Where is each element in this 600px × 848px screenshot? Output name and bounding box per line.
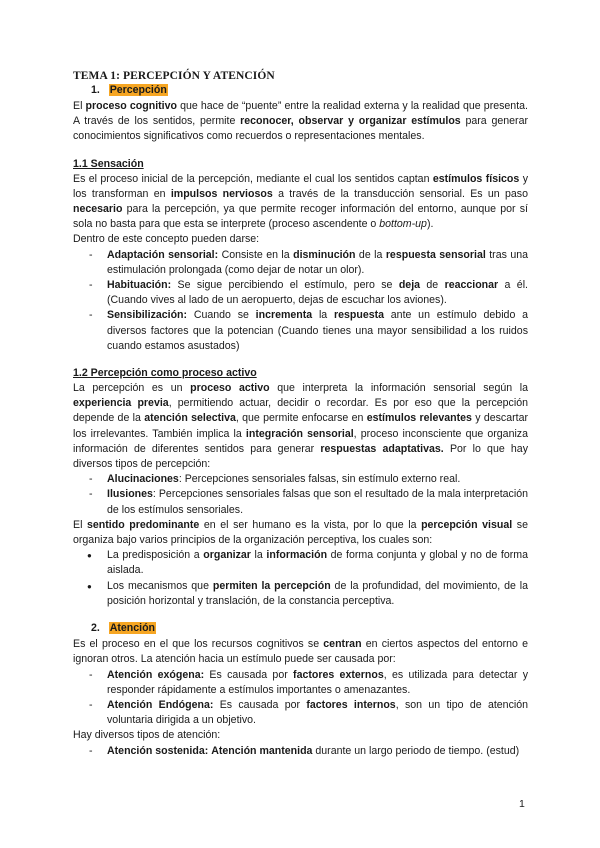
- text-run: , permitiendo actuar, decidir o recordar. Es por eso que la percepción depende de la: [73, 397, 528, 425]
- sensacion-paragraph: [73, 172, 528, 233]
- text-run: : Percepciones sensoriales falsas, sin estímulo externo real.: [178, 473, 461, 486]
- sentido-paragraph: [73, 518, 528, 548]
- text-run: respuesta: [333, 309, 385, 322]
- section-2-heading: [91, 621, 528, 635]
- text-run: , que permite enfocarse en: [235, 412, 367, 425]
- sensacion-list: [73, 248, 528, 354]
- text-run: Atención exógena:: [107, 668, 205, 681]
- text-run: respuesta sensorial: [385, 248, 486, 261]
- list-item: [73, 487, 528, 517]
- text-run: disminución: [293, 248, 356, 261]
- text-run: Sensibilización:: [107, 309, 188, 322]
- subsection-heading-sensacion: 1.1 Sensación: [73, 157, 144, 170]
- atencion-types-list: [73, 744, 528, 759]
- text-run: Es el proceso en el que los recursos cognitivos se: [73, 638, 324, 651]
- text-run: percepción visual: [421, 518, 513, 531]
- sensacion-lead: Dentro de este concepto pueden darse:: [73, 233, 260, 246]
- text-run: Adaptación sensorial:: [107, 248, 219, 261]
- text-run: permiten la percepción: [212, 579, 331, 592]
- section-title: Atención: [109, 622, 156, 635]
- list-item: [73, 308, 528, 354]
- text-run: que interpreta la información sensorial según la: [269, 382, 528, 395]
- text-run: se organiza bajo varios principios de la organización perceptiva, los cuales son:: [73, 518, 528, 547]
- text-run: La predisposición a: [107, 549, 204, 562]
- text-run: reconocer, observar y organizar estímulos: [240, 115, 461, 128]
- list-item: [73, 278, 528, 308]
- atencion-paragraph: [73, 637, 528, 667]
- doc-title: TEMA 1: PERCEPCIÓN Y ATENCIÓN: [73, 70, 275, 82]
- text-run: , proceso inconsciente que organiza información de diferentes sentidos para generar: [73, 427, 528, 455]
- text-run: impulsos nerviosos: [170, 187, 273, 200]
- text-run: Se sigue percibiendo el estímulo, pero se: [171, 279, 399, 292]
- principios-list: [73, 548, 528, 609]
- text-run: la: [312, 309, 334, 322]
- text-run: Es causada por: [204, 668, 294, 681]
- list-item: [73, 698, 528, 728]
- text-run: la: [250, 549, 267, 562]
- text-run: El: [73, 100, 86, 112]
- text-run: a través de la transducción sensorial. Es un paso: [272, 187, 528, 200]
- text-run: proceso activo: [190, 382, 270, 395]
- text-run: reaccionar: [444, 279, 499, 292]
- text-run: Es causada por: [213, 698, 307, 711]
- text-run: centran: [323, 638, 362, 651]
- text-run: estímulos relevantes: [366, 412, 472, 425]
- text-run: El: [73, 518, 88, 531]
- text-run: Cuando se: [187, 309, 256, 322]
- text-run: Atención sostenida:: [107, 744, 209, 757]
- text-run: Atención mantenida: [211, 744, 313, 757]
- text-run: Los mecanismos que: [107, 579, 213, 592]
- text-run: información: [266, 549, 328, 562]
- subsection-heading-proceso-activo: 1.2 Percepción como proceso activo: [73, 367, 257, 380]
- text-run: que hace de “puente” entre la realidad externa y la realidad que presenta. A través de los sentidos, permite: [73, 100, 528, 128]
- proceso-activo-paragraph: [73, 381, 528, 472]
- section-number: 2.: [91, 622, 100, 635]
- text-run: ante un estímulo debido a diversos factores que la potencian (Cuando tienes una mayor sensibilidad a los ruidos cuando estamos asustados): [107, 309, 528, 352]
- text-run: deja: [398, 279, 421, 292]
- text-run: durante un largo periodo de tiempo. (estud): [312, 744, 520, 757]
- text-run: tras una estimulación prolongada (como dejar de notar un olor).: [107, 248, 528, 276]
- text-run: y los transforman en: [73, 172, 528, 200]
- text-run: de: [420, 279, 445, 292]
- text-run: respuestas adaptativas.: [320, 442, 444, 455]
- text-run: sentido predominante: [87, 518, 200, 531]
- text-run: y descartar los irrelevantes. También implica la: [73, 412, 529, 440]
- list-item: [73, 668, 528, 698]
- text-run: a él. (Cuando vives al lado de un aeropuerto, dejas de escuchar los aviones).: [107, 279, 529, 307]
- text-run: necesario: [73, 203, 123, 216]
- text-run: estímulos físicos: [432, 172, 520, 185]
- text-run: organizar: [203, 549, 251, 562]
- text-run: , es utilizada para detectar y responder rápidamente a estímulos importantes o amenazantes.: [107, 668, 528, 696]
- text-run: de forma conjunta y global y no de forma aislada.: [107, 549, 529, 577]
- text-run: Habituación:: [107, 279, 172, 292]
- text-run: integración sensorial: [245, 427, 354, 440]
- text-run: bottom-up: [379, 218, 427, 231]
- text-run: para generar conocimientos significativos como recuerdos o representaciones mentales.: [73, 115, 529, 143]
- text-run: Por lo que hay diversos tipos de percepción:: [73, 442, 528, 471]
- text-run: para la percepción, ya que permite recoger información del entorno, aunque por sí sola no basta para que esta se interprete (proceso ascendente o: [73, 203, 528, 231]
- list-item: [73, 472, 528, 487]
- text-run: proceso cognitivo: [85, 100, 177, 112]
- text-run: Consiste en la: [218, 248, 294, 261]
- text-run: Atención Endógena:: [107, 698, 214, 711]
- list-item: [73, 248, 528, 278]
- section-title: Percepción: [109, 84, 167, 96]
- text-run: incrementa: [255, 309, 313, 322]
- text-run: en el ser humano es la vista, por lo que la: [199, 518, 422, 531]
- text-run: Es el proceso inicial de la percepción, mediante el cual los sentidos captan: [73, 172, 433, 185]
- text-run: de la: [355, 248, 386, 261]
- list-item: [73, 548, 528, 578]
- text-run: factores internos: [306, 698, 396, 711]
- text-run: : Percepciones sensoriales falsas que son el resultado de la mala interpretación de los estímulos sensoriales.: [107, 488, 528, 516]
- text-run: Alucinaciones: [107, 473, 179, 486]
- section-1-heading: [91, 83, 528, 97]
- text-run: de la profundidad, del movimiento, de la posición horizontal y translación, de la constancia perceptiva.: [107, 579, 529, 607]
- text-run: ).: [426, 218, 434, 231]
- percepcion-types-list: [73, 472, 528, 518]
- intro-paragraph: [73, 99, 528, 145]
- text-run: atención selectiva: [144, 412, 236, 425]
- atencion-lead: Hay diversos tipos de atención:: [73, 729, 221, 742]
- text-run: Ilusiones: [107, 488, 153, 501]
- text-run: factores externos: [293, 668, 384, 681]
- document-page: [73, 70, 528, 759]
- list-item: [73, 744, 528, 759]
- text-run: experiencia previa: [73, 397, 169, 410]
- text-run: , son un tipo de atención voluntaria dirigida a un objetivo.: [107, 698, 529, 727]
- text-run: en ciertos aspectos del entorno e ignoran otros. La atención hacia un estímulo puede ser causada por:: [73, 638, 528, 666]
- section-number: 1.: [91, 84, 100, 96]
- text-run: La percepción es un: [73, 382, 191, 395]
- page-number: 1: [519, 798, 525, 810]
- atencion-causes-list: [73, 668, 528, 729]
- list-item: [73, 579, 528, 609]
